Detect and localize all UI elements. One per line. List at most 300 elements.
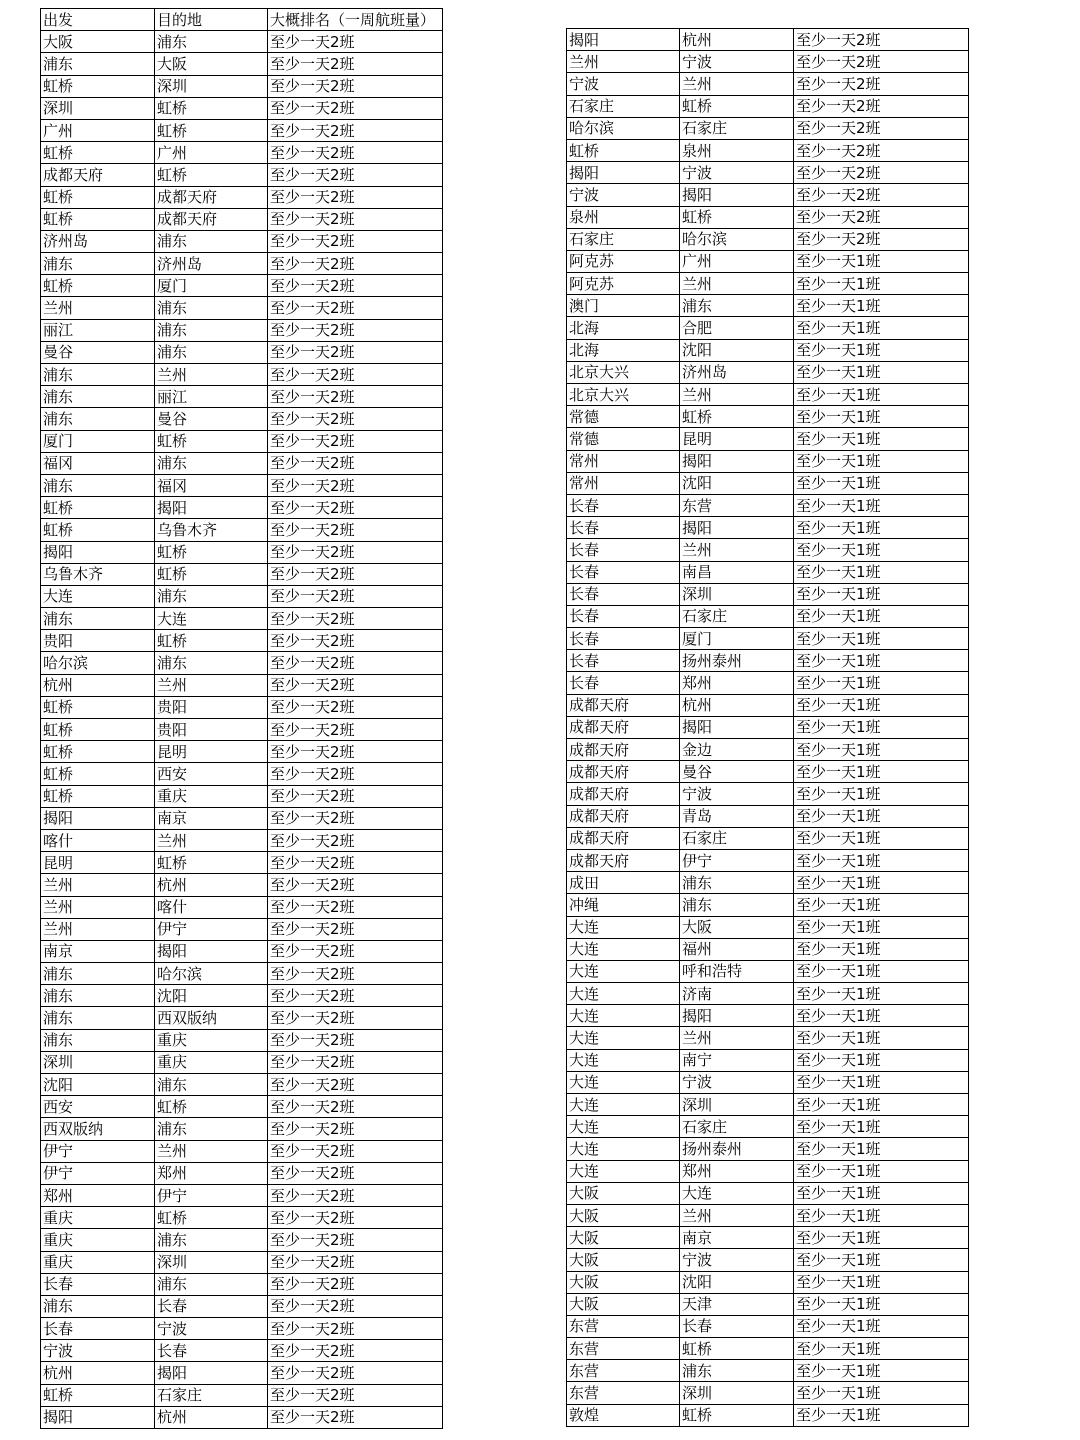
cell-frequency: 至少一天1班 [794, 872, 969, 894]
cell-frequency: 至少一天2班 [268, 1384, 443, 1406]
cell-destination: 乌鲁木齐 [155, 519, 268, 541]
cell-destination: 郑州 [155, 1162, 268, 1184]
cell-destination: 合肥 [680, 317, 794, 339]
cell-frequency: 至少一天1班 [794, 1382, 969, 1404]
cell-destination: 深圳 [680, 1382, 794, 1404]
table-row [41, 97, 443, 119]
cell-origin: 大连 [567, 1160, 680, 1182]
table-row [567, 1138, 969, 1160]
cell-origin: 浦东 [41, 253, 155, 275]
table-row [41, 408, 443, 430]
cell-origin: 东营 [567, 1315, 680, 1337]
cell-destination: 揭阳 [680, 184, 794, 206]
cell-frequency: 至少一天2班 [268, 75, 443, 97]
cell-frequency: 至少一天2班 [268, 341, 443, 363]
cell-frequency: 至少一天2班 [794, 184, 969, 206]
cell-origin: 长春 [567, 605, 680, 627]
cell-destination: 南昌 [680, 561, 794, 583]
table-row [41, 474, 443, 496]
cell-origin: 浦东 [41, 608, 155, 630]
cell-origin: 虹桥 [41, 497, 155, 519]
cell-frequency: 至少一天2班 [268, 1051, 443, 1073]
cell-frequency: 至少一天2班 [794, 95, 969, 117]
cell-frequency: 至少一天1班 [794, 1249, 969, 1271]
cell-destination: 兰州 [680, 73, 794, 95]
cell-origin: 浦东 [41, 474, 155, 496]
table-row [567, 1027, 969, 1049]
cell-destination: 兰州 [680, 273, 794, 295]
table-row [41, 896, 443, 918]
table-row [567, 51, 969, 73]
cell-origin: 重庆 [41, 1229, 155, 1251]
cell-frequency: 至少一天2班 [268, 1273, 443, 1295]
cell-origin: 宁波 [567, 184, 680, 206]
cell-destination: 虹桥 [155, 630, 268, 652]
cell-destination: 虹桥 [155, 430, 268, 452]
table-row [41, 874, 443, 896]
cell-destination: 伊宁 [155, 1184, 268, 1206]
cell-origin: 大连 [567, 960, 680, 982]
cell-origin: 石家庄 [567, 95, 680, 117]
table-row [41, 541, 443, 563]
table-row [41, 1184, 443, 1206]
table-row [567, 1182, 969, 1204]
cell-destination: 贵阳 [155, 696, 268, 718]
route-table-left [40, 8, 443, 1429]
table-row [567, 1005, 969, 1027]
table-row [41, 1340, 443, 1362]
table-row [567, 317, 969, 339]
cell-origin: 虹桥 [41, 186, 155, 208]
cell-origin: 长春 [567, 494, 680, 516]
cell-destination: 大连 [680, 1182, 794, 1204]
cell-origin: 常州 [567, 450, 680, 472]
cell-origin: 长春 [567, 672, 680, 694]
cell-frequency: 至少一天1班 [794, 583, 969, 605]
cell-destination: 杭州 [155, 1406, 268, 1428]
cell-destination: 杭州 [155, 874, 268, 896]
cell-frequency: 至少一天2班 [268, 1340, 443, 1362]
cell-frequency: 至少一天2班 [794, 51, 969, 73]
table-row [567, 361, 969, 383]
cell-destination: 济州岛 [155, 253, 268, 275]
cell-destination: 揭阳 [680, 450, 794, 472]
cell-frequency: 至少一天1班 [794, 450, 969, 472]
cell-destination: 伊宁 [680, 849, 794, 871]
table-row [567, 139, 969, 161]
table-row [567, 1094, 969, 1116]
cell-frequency: 至少一天1班 [794, 384, 969, 406]
table-row [41, 164, 443, 186]
cell-frequency: 至少一天2班 [268, 1140, 443, 1162]
cell-frequency: 至少一天1班 [794, 517, 969, 539]
cell-frequency: 至少一天1班 [794, 1293, 969, 1315]
cell-frequency: 至少一天1班 [794, 1116, 969, 1138]
cell-frequency: 至少一天2班 [268, 497, 443, 519]
cell-frequency: 至少一天2班 [268, 1362, 443, 1384]
cell-origin: 哈尔滨 [41, 652, 155, 674]
cell-origin: 长春 [567, 628, 680, 650]
cell-frequency: 至少一天2班 [268, 1295, 443, 1317]
table-row [41, 1029, 443, 1051]
cell-origin: 昆明 [41, 852, 155, 874]
cell-origin: 大阪 [567, 1227, 680, 1249]
table-row [567, 1227, 969, 1249]
cell-origin: 厦门 [41, 430, 155, 452]
cell-frequency: 至少一天1班 [794, 1071, 969, 1093]
cell-destination: 石家庄 [680, 605, 794, 627]
table-row [41, 1074, 443, 1096]
cell-frequency: 至少一天2班 [268, 1074, 443, 1096]
cell-frequency: 至少一天1班 [794, 605, 969, 627]
cell-destination: 浦东 [680, 1360, 794, 1382]
table-row [567, 960, 969, 982]
cell-destination: 西安 [155, 763, 268, 785]
cell-destination: 兰州 [680, 1204, 794, 1226]
cell-origin: 大连 [41, 585, 155, 607]
table-row [567, 628, 969, 650]
cell-origin: 郑州 [41, 1184, 155, 1206]
cell-destination: 浦东 [155, 319, 268, 341]
cell-destination: 兰州 [680, 1027, 794, 1049]
cell-origin: 杭州 [41, 1362, 155, 1384]
cell-destination: 石家庄 [680, 117, 794, 139]
cell-frequency: 至少一天1班 [794, 783, 969, 805]
cell-frequency: 至少一天1班 [794, 428, 969, 450]
cell-origin: 成都天府 [567, 739, 680, 761]
table-row [567, 1293, 969, 1315]
cell-origin: 东营 [567, 1338, 680, 1360]
cell-frequency: 至少一天2班 [268, 608, 443, 630]
cell-origin: 重庆 [41, 1207, 155, 1229]
cell-origin: 北京大兴 [567, 384, 680, 406]
table-row [567, 95, 969, 117]
cell-frequency: 至少一天2班 [268, 1162, 443, 1184]
cell-origin: 浦东 [41, 408, 155, 430]
cell-origin: 杭州 [41, 674, 155, 696]
cell-frequency: 至少一天1班 [794, 561, 969, 583]
cell-origin: 大阪 [567, 1249, 680, 1271]
cell-origin: 泉州 [567, 206, 680, 228]
cell-origin: 常德 [567, 428, 680, 450]
cell-origin: 南京 [41, 940, 155, 962]
cell-origin: 宁波 [567, 73, 680, 95]
cell-origin: 长春 [567, 583, 680, 605]
cell-destination: 虹桥 [155, 541, 268, 563]
cell-destination: 浦东 [155, 585, 268, 607]
cell-frequency: 至少一天1班 [794, 317, 969, 339]
table-row [41, 563, 443, 585]
table-row [41, 186, 443, 208]
cell-destination: 兰州 [680, 384, 794, 406]
cell-destination: 兰州 [155, 1140, 268, 1162]
cell-origin: 虹桥 [41, 519, 155, 541]
table-row [41, 1273, 443, 1295]
cell-origin: 成都天府 [567, 827, 680, 849]
table-row [41, 208, 443, 230]
cell-frequency: 至少一天1班 [794, 273, 969, 295]
table-row [41, 142, 443, 164]
cell-frequency: 至少一天2班 [268, 1118, 443, 1140]
cell-origin: 丽江 [41, 319, 155, 341]
cell-frequency: 至少一天1班 [794, 339, 969, 361]
cell-destination: 浦东 [155, 652, 268, 674]
cell-destination: 宁波 [680, 162, 794, 184]
table-row [567, 384, 969, 406]
cell-origin: 石家庄 [567, 228, 680, 250]
cell-frequency: 至少一天2班 [794, 73, 969, 95]
cell-destination: 福冈 [155, 474, 268, 496]
cell-origin: 长春 [41, 1273, 155, 1295]
cell-frequency: 至少一天2班 [794, 162, 969, 184]
cell-origin: 兰州 [41, 896, 155, 918]
cell-destination: 虹桥 [680, 206, 794, 228]
cell-frequency: 至少一天2班 [268, 719, 443, 741]
cell-destination: 虹桥 [155, 97, 268, 119]
table-row [41, 386, 443, 408]
cell-frequency: 至少一天1班 [794, 650, 969, 672]
cell-origin: 常州 [567, 472, 680, 494]
cell-destination: 昆明 [680, 428, 794, 450]
cell-frequency: 至少一天2班 [268, 763, 443, 785]
cell-destination: 兰州 [155, 364, 268, 386]
cell-frequency: 至少一天2班 [268, 164, 443, 186]
cell-origin: 揭阳 [41, 541, 155, 563]
cell-frequency: 至少一天2班 [268, 208, 443, 230]
cell-frequency: 至少一天2班 [268, 474, 443, 496]
cell-origin: 长春 [567, 561, 680, 583]
cell-origin: 浦东 [41, 1295, 155, 1317]
table-row [567, 694, 969, 716]
cell-destination: 深圳 [155, 75, 268, 97]
cell-frequency: 至少一天2班 [794, 29, 969, 51]
cell-destination: 石家庄 [155, 1384, 268, 1406]
table-row [567, 1404, 969, 1426]
cell-origin: 长春 [567, 539, 680, 561]
cell-destination: 大阪 [680, 916, 794, 938]
table-row [41, 364, 443, 386]
cell-origin: 虹桥 [567, 139, 680, 161]
cell-origin: 乌鲁木齐 [41, 563, 155, 585]
table-row [41, 940, 443, 962]
cell-destination: 浦东 [155, 452, 268, 474]
cell-destination: 重庆 [155, 1051, 268, 1073]
table-row [41, 741, 443, 763]
cell-origin: 哈尔滨 [567, 117, 680, 139]
cell-frequency: 至少一天2班 [268, 364, 443, 386]
table-row [567, 716, 969, 738]
cell-origin: 沈阳 [41, 1074, 155, 1096]
cell-origin: 虹桥 [41, 75, 155, 97]
cell-destination: 浦东 [155, 1074, 268, 1096]
cell-frequency: 至少一天2班 [268, 541, 443, 563]
cell-frequency: 至少一天2班 [268, 1207, 443, 1229]
cell-frequency: 至少一天2班 [268, 119, 443, 141]
cell-destination: 郑州 [680, 672, 794, 694]
cell-frequency: 至少一天2班 [268, 896, 443, 918]
cell-destination: 天津 [680, 1293, 794, 1315]
cell-destination: 兰州 [155, 829, 268, 851]
cell-frequency: 至少一天2班 [268, 807, 443, 829]
cell-destination: 东营 [680, 494, 794, 516]
table-row [567, 250, 969, 272]
table-row [567, 1271, 969, 1293]
table-row [41, 829, 443, 851]
cell-frequency: 至少一天2班 [268, 1184, 443, 1206]
table-row [41, 785, 443, 807]
cell-origin: 浦东 [41, 1029, 155, 1051]
cell-frequency: 至少一天1班 [794, 494, 969, 516]
cell-destination: 哈尔滨 [155, 963, 268, 985]
cell-frequency: 至少一天1班 [794, 694, 969, 716]
cell-origin: 成都天府 [41, 164, 155, 186]
cell-frequency: 至少一天2班 [268, 519, 443, 541]
cell-frequency: 至少一天2班 [268, 31, 443, 53]
table-row [41, 253, 443, 275]
cell-frequency: 至少一天2班 [794, 206, 969, 228]
cell-frequency: 至少一天1班 [794, 1005, 969, 1027]
table-row [41, 852, 443, 874]
cell-origin: 曼谷 [41, 341, 155, 363]
cell-frequency: 至少一天1班 [794, 916, 969, 938]
cell-destination: 扬州泰州 [680, 650, 794, 672]
cell-frequency: 至少一天1班 [794, 1138, 969, 1160]
table-row [41, 1384, 443, 1406]
table-row [567, 339, 969, 361]
cell-origin: 长春 [567, 650, 680, 672]
table-row [41, 1007, 443, 1029]
cell-frequency: 至少一天1班 [794, 1271, 969, 1293]
cell-destination: 广州 [155, 142, 268, 164]
cell-frequency: 至少一天2班 [268, 97, 443, 119]
cell-destination: 浦东 [680, 894, 794, 916]
cell-destination: 伊宁 [155, 918, 268, 940]
cell-destination: 虹桥 [680, 1404, 794, 1426]
cell-destination: 西双版纳 [155, 1007, 268, 1029]
cell-destination: 金边 [680, 739, 794, 761]
cell-frequency: 至少一天1班 [794, 295, 969, 317]
cell-frequency: 至少一天1班 [794, 849, 969, 871]
table-row [41, 608, 443, 630]
cell-destination: 深圳 [680, 1094, 794, 1116]
cell-frequency: 至少一天1班 [794, 628, 969, 650]
cell-origin: 冲绳 [567, 894, 680, 916]
cell-origin: 兰州 [41, 297, 155, 319]
cell-frequency: 至少一天2班 [268, 652, 443, 674]
cell-frequency: 至少一天2班 [268, 1406, 443, 1428]
table-row [567, 894, 969, 916]
cell-origin: 广州 [41, 119, 155, 141]
cell-frequency: 至少一天2班 [268, 230, 443, 252]
cell-origin: 大连 [567, 1094, 680, 1116]
cell-destination: 石家庄 [680, 827, 794, 849]
cell-frequency: 至少一天2班 [268, 674, 443, 696]
cell-origin: 大连 [567, 1138, 680, 1160]
table-row [41, 652, 443, 674]
header-row [41, 9, 443, 31]
table-row [41, 719, 443, 741]
header-destination: 目的地 [155, 9, 268, 31]
cell-frequency: 至少一天1班 [794, 1315, 969, 1337]
cell-destination: 虹桥 [155, 563, 268, 585]
cell-frequency: 至少一天1班 [794, 250, 969, 272]
table-row [41, 1406, 443, 1428]
cell-frequency: 至少一天2班 [268, 1096, 443, 1118]
table-row [567, 583, 969, 605]
cell-origin: 兰州 [567, 51, 680, 73]
cell-origin: 长春 [567, 517, 680, 539]
table-row [41, 230, 443, 252]
cell-destination: 浦东 [155, 341, 268, 363]
cell-origin: 伊宁 [41, 1140, 155, 1162]
cell-origin: 福冈 [41, 452, 155, 474]
cell-destination: 济南 [680, 983, 794, 1005]
cell-origin: 常德 [567, 406, 680, 428]
table-row [567, 1204, 969, 1226]
table-row [41, 341, 443, 363]
cell-frequency: 至少一天2班 [268, 785, 443, 807]
cell-frequency: 至少一天1班 [794, 406, 969, 428]
table-row [567, 783, 969, 805]
cell-destination: 兰州 [155, 674, 268, 696]
cell-origin: 北京大兴 [567, 361, 680, 383]
cell-origin: 浦东 [41, 53, 155, 75]
cell-frequency: 至少一天1班 [794, 805, 969, 827]
cell-destination: 杭州 [680, 29, 794, 51]
table-row [567, 1382, 969, 1404]
cell-origin: 伊宁 [41, 1162, 155, 1184]
table-row [567, 849, 969, 871]
cell-destination: 扬州泰州 [680, 1138, 794, 1160]
cell-origin: 浦东 [41, 386, 155, 408]
cell-frequency: 至少一天2班 [268, 852, 443, 874]
cell-frequency: 至少一天1班 [794, 1204, 969, 1226]
cell-frequency: 至少一天1班 [794, 716, 969, 738]
cell-destination: 贵阳 [155, 719, 268, 741]
cell-origin: 喀什 [41, 829, 155, 851]
cell-destination: 宁波 [680, 1249, 794, 1271]
cell-destination: 浦东 [155, 297, 268, 319]
table-row [41, 918, 443, 940]
table-row [41, 1318, 443, 1340]
cell-destination: 石家庄 [680, 1116, 794, 1138]
cell-origin: 兰州 [41, 918, 155, 940]
cell-destination: 喀什 [155, 896, 268, 918]
table-row [41, 1207, 443, 1229]
cell-frequency: 至少一天1班 [794, 739, 969, 761]
cell-destination: 成都天府 [155, 186, 268, 208]
cell-origin: 大连 [567, 1005, 680, 1027]
cell-frequency: 至少一天2班 [268, 408, 443, 430]
cell-frequency: 至少一天2班 [268, 696, 443, 718]
table-row [567, 739, 969, 761]
cell-destination: 宁波 [155, 1318, 268, 1340]
cell-frequency: 至少一天2班 [268, 741, 443, 763]
cell-origin: 虹桥 [41, 696, 155, 718]
table-row [567, 672, 969, 694]
cell-origin: 成都天府 [567, 805, 680, 827]
cell-origin: 虹桥 [41, 763, 155, 785]
table-row [41, 696, 443, 718]
cell-destination: 泉州 [680, 139, 794, 161]
cell-origin: 大阪 [567, 1271, 680, 1293]
cell-destination: 虹桥 [155, 852, 268, 874]
cell-destination: 宁波 [680, 783, 794, 805]
cell-destination: 长春 [155, 1295, 268, 1317]
cell-frequency: 至少一天2班 [794, 117, 969, 139]
cell-destination: 曼谷 [155, 408, 268, 430]
table-row [41, 319, 443, 341]
